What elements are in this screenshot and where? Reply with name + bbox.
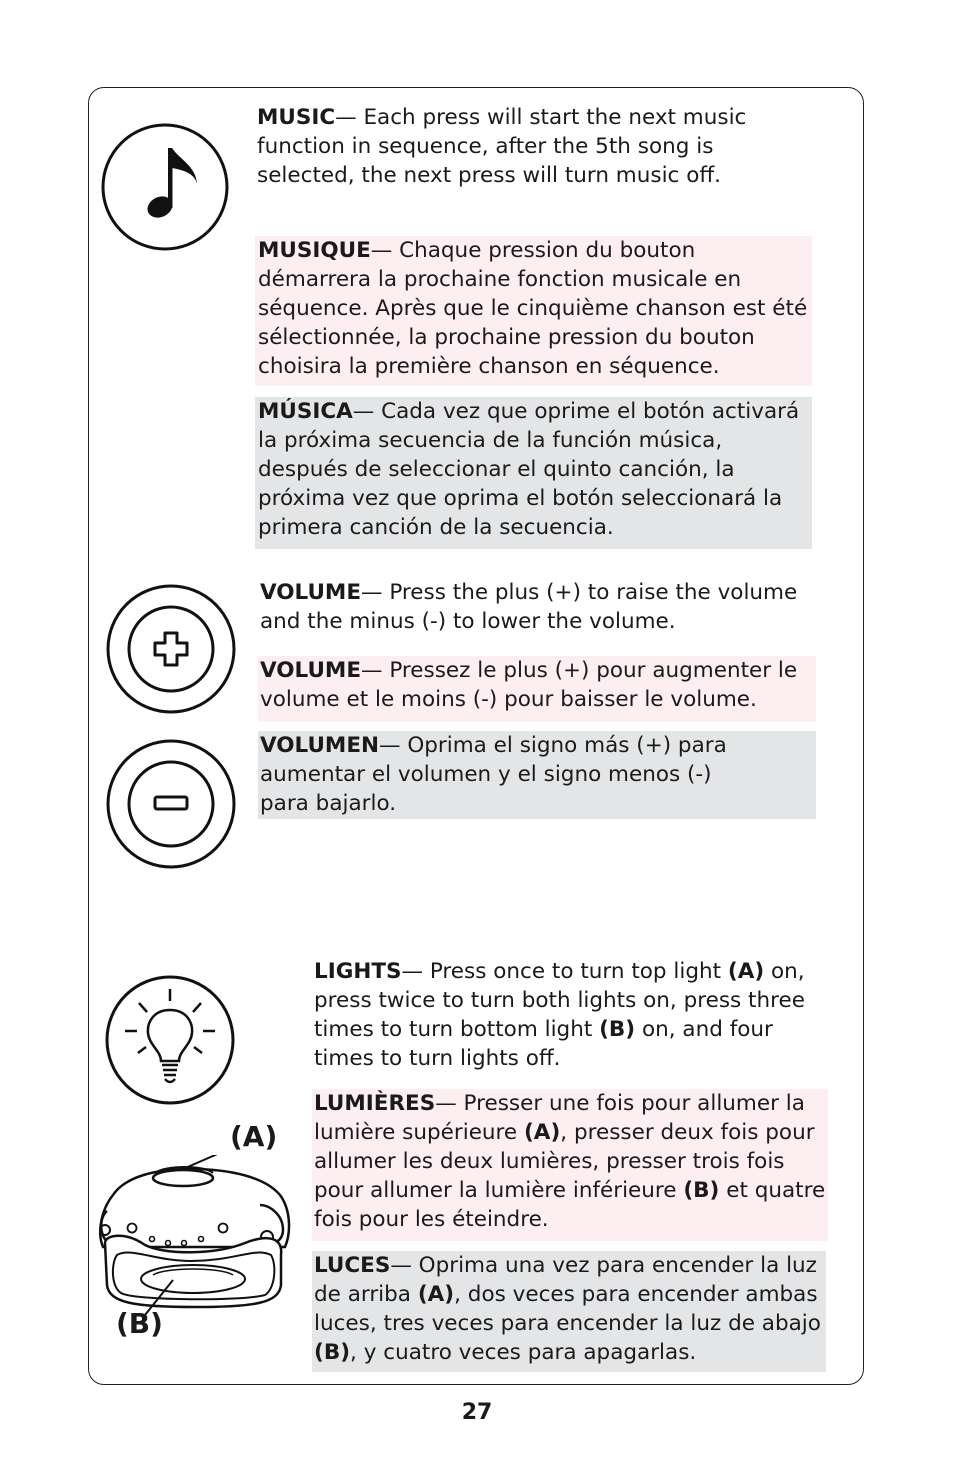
lights-french-a: (A) — [523, 1120, 561, 1145]
lights-english-text-1: — Press once to turn top light — [401, 959, 728, 984]
music-spanish — [255, 397, 812, 549]
lights-french-b: (B) — [683, 1178, 720, 1203]
volume-english — [260, 578, 805, 636]
lights-spanish-text-3: , y cuatro veces para apagarlas. — [350, 1340, 697, 1365]
lights-french-text-3: et quatre fois pour les éteindre. — [314, 1178, 826, 1232]
plus-icon — [105, 583, 237, 715]
lights-spanish-b: (B) — [314, 1340, 351, 1365]
lights-spanish-text-1: — Oprima una vez para encender la luz de arriba — [314, 1253, 817, 1307]
lights-spanish — [312, 1251, 826, 1372]
volume-spanish — [258, 731, 816, 819]
volume-french-heading: VOLUME — [260, 658, 362, 683]
volume-spanish-text: — Oprima el signo más (+) para aumentar el volumen y el signo menos (-) para bajarlo. — [260, 733, 727, 816]
music-english — [257, 103, 787, 190]
lights-french-heading: LUMIÈRES — [314, 1091, 436, 1116]
lights-english-text-3: on, and four times to turn lights off. — [314, 1017, 773, 1071]
page-number: 27 — [461, 1400, 493, 1425]
music-french-text: — Chaque pression du bouton démarrera la prochaine fonction musicale en séquence. Après que le cinquième chanson est été sélectionnée, la prochaine pression du bouton choisira la première chanson en séquence. — [258, 238, 808, 379]
lights-english-a: (A) — [727, 959, 765, 984]
lights-english-text-2: on, press twice to turn both lights on, press three times to turn bottom light — [314, 959, 805, 1042]
lights-english — [314, 957, 834, 1073]
music-french — [255, 236, 812, 386]
lights-french — [312, 1089, 828, 1241]
music-french-heading: MUSIQUE — [258, 238, 371, 263]
volume-french-text: — Pressez le plus (+) pour augmenter le volume et le moins (-) pour baisser le volume. — [260, 658, 798, 712]
music-note-icon — [100, 122, 230, 252]
lights-spanish-text-2: , dos veces para encender ambas luces, tres veces para encender la luz de abajo — [314, 1282, 821, 1336]
label-b: (B) — [116, 1307, 163, 1340]
music-spanish-heading: MÚSICA — [258, 399, 353, 424]
lights-english-b: (B) — [599, 1017, 636, 1042]
volume-spanish-heading: VOLUMEN — [260, 733, 380, 758]
minus-icon — [105, 738, 237, 870]
label-a: (A) — [230, 1120, 278, 1153]
music-english-text: — Each press will start the next music function in sequence, after the 5th song is selected, the next press will turn music off. — [257, 105, 747, 188]
music-english-heading: MUSIC — [257, 105, 336, 130]
toy-light-illustration — [95, 1155, 295, 1315]
lights-spanish-a: (A) — [417, 1282, 455, 1307]
light-bulb-icon — [103, 973, 237, 1107]
volume-english-text: — Press the plus (+) to raise the volume and the minus (-) to lower the volume. — [260, 580, 798, 634]
volume-english-heading: VOLUME — [260, 580, 362, 605]
music-spanish-text: — Cada vez que oprime el botón activará la próxima secuencia de la función música, después de seleccionar el quinto canción, la próxima vez que oprima el botón seleccionará la primera canción de la secuencia. — [258, 399, 800, 540]
lights-spanish-heading: LUCES — [314, 1253, 391, 1278]
lights-french-text-2: , presser deux fois pour allumer les deux lumières, presser trois fois pour allumer la lumière inférieure — [314, 1120, 815, 1203]
lights-french-text-1: — Presser une fois pour allumer la lumière supérieure — [314, 1091, 805, 1145]
volume-french — [258, 656, 816, 722]
lights-english-heading: LIGHTS — [314, 959, 402, 984]
